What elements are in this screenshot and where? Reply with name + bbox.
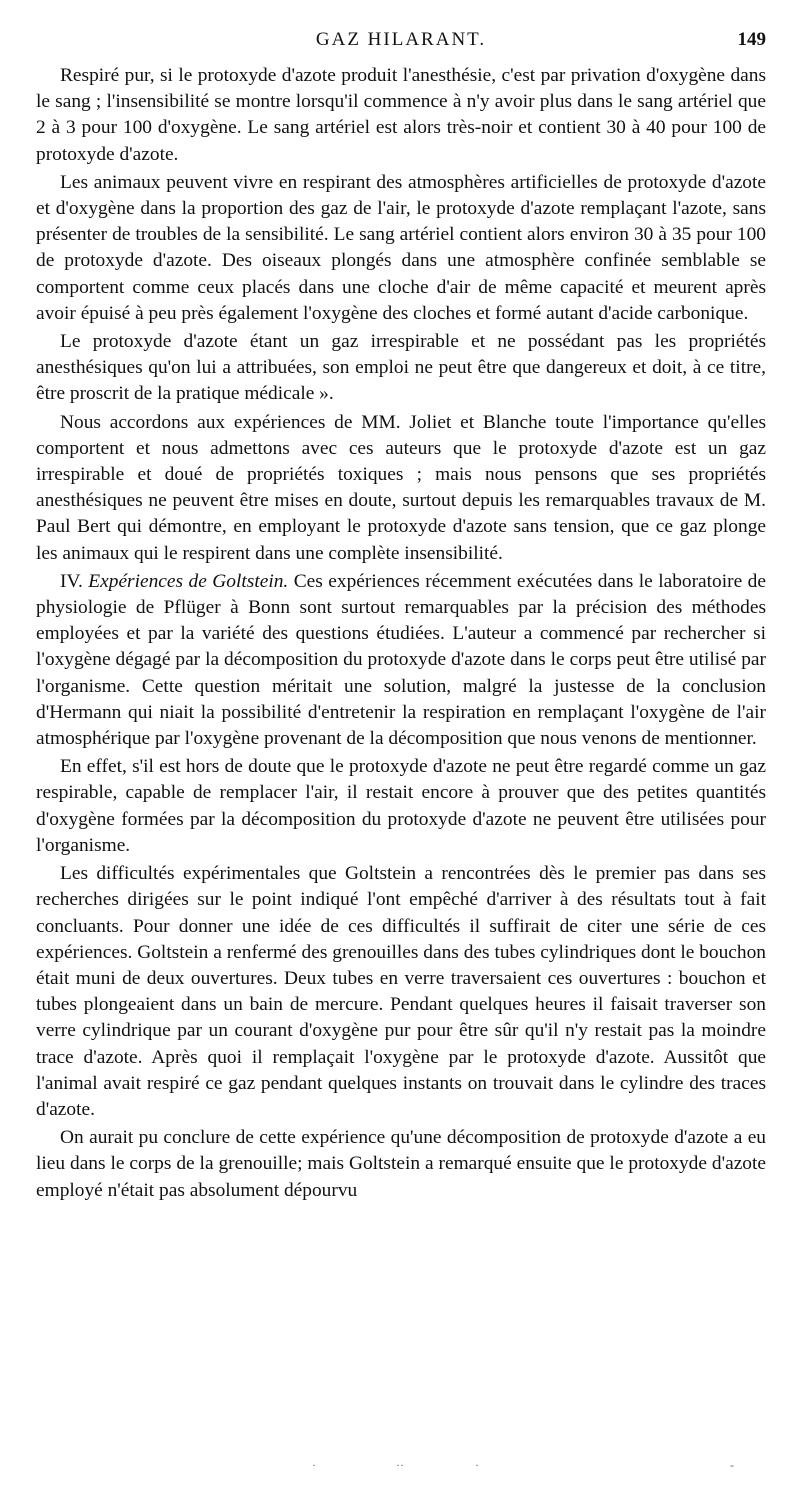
section-iv-text: Ces expériences récemment exécutées dans le laboratoire de physiologie de Pflüger à Bonn sont surtout remarquables par la précision des méthodes employées et par la variété des questions étudiées. L'auteur a commencé par rechercher si l'oxygène dégagé par la décomposition du protoxyde d'azote dans le corps peut être utilisé par l'organisme. Cette question méritait une solution, malgré la justesse de la conclusion d'Hermann qui niait la possibilité d'entretenir la respiration en remplaçant l'oxygène de l'air atmosphérique par l'oxygène provenant de la décomposition que nous venons de mentionner. <box>36 570 766 750</box>
running-title: GAZ HILARANT. <box>315 29 487 50</box>
paragraph-6: Les difficultés expérimentales que Goltstein a rencontrées dès le premier pas dans ses recherches dirigées sur le point indiqué l'ont empêché d'arriver à des résultats tout à fait concluants. Pour donner une idée de ces difficultés il suffirait de citer une série de ces expériences. Goltstein a renfermé des grenouilles dans des tubes cylindriques dont le bouchon était muni de deux ouvertures. Deux tubes en verre traversaient ces ouvertures : bouchon et tubes plongeaient dans un bain de mercure. Pendant quelques heures il faisait traverser son verre cylindrique par un courant d'oxygène pur pour être sûr qu'il n'y restait pas la moindre trace d'azote. Après quoi il remplaçait l'oxygène par le protoxyde d'azote. Aussitôt que l'animal avait respiré ce gaz pendant quelques instants on trouvait dans le cylindre des traces d'azote. <box>36 863 766 1120</box>
speck-3: · <box>475 1458 479 1472</box>
scan-specks <box>300 1458 750 1472</box>
section-iv-paragraph <box>36 569 766 752</box>
paragraph-5: En effet, s'il est hors de doute que le protoxyde d'azote ne peut être regardé comme un gaz respirable, capable de remplacer l'air, il restait encore à prouver que des petites quantités d'oxygène formées par la décomposition du protoxyde d'azote ne peuvent être utilisées pour l'organisme. <box>36 756 766 856</box>
body-text <box>36 63 766 1206</box>
section-iv-number: IV. <box>60 570 83 592</box>
section-iv-title: Expériences de Goltstein. <box>88 570 289 592</box>
paragraph-4: Nous accordons aux expériences de MM. Joliet et Blanche toute l'importance qu'elles comportent et nous admettons avec ces auteurs que le protoxyde d'azote est un gaz irrespirable et doué de propriétés toxiques ; mais nous pensons que ses propriétés anesthésiques ne peuvent être mises en doute, surtout depuis les remarquables travaux de M. Paul Bert qui démontre, en employant le protoxyde d'azote sans tension, que ce gaz plonge les animaux qui le respirent dans une complète insensibilité. <box>36 411 766 564</box>
paragraph-1: Respiré pur, si le protoxyde d'azote produit l'anesthésie, c'est par privation d'oxygène dans le sang ; l'insensibilité se montre lorsqu'il commence à n'y avoir plus dans le sang artériel que 2 à 3 pour 100 d'oxygène. Le sang artériel est alors très-noir et contient 30 à 40 pour 100 de protoxyde d'azote. <box>36 65 766 165</box>
running-header <box>36 29 766 55</box>
speck-2: ·· <box>396 1458 404 1472</box>
paragraph-2: Les animaux peuvent vivre en respirant des atmosphères artificielles de protoxyde d'azote et d'oxygène dans la proportion des gaz de l'air, le protoxyde d'azote remplaçant l'azote, sans présenter de troubles de la sensibilité. Le sang artériel contient alors environ 30 à 35 pour 100 de protoxyde d'azote. Des oiseaux plongés dans une atmosphère confinée semblable se comportent comme ceux placés dans une cloche d'air de même capacité et meurent après avoir épuisé à peu près également l'oxygène des cloches et formé autant d'acide carbonique. <box>36 171 766 324</box>
paragraph-3: Le protoxyde d'azote étant un gaz irrespirable et ne possédant pas les propriétés anesthésiques qu'on lui a attribuées, son emploi ne peut être que dangereux et doit, à ce titre, être proscrit de la pratique médicale ». <box>36 331 766 405</box>
speck-1: · <box>312 1458 316 1472</box>
speck-4: - <box>730 1458 734 1472</box>
page-number: 149 <box>737 29 766 50</box>
paragraph-7: On aurait pu conclure de cette expérience qu'une décomposition de protoxyde d'azote a eu lieu dans le corps de la grenouille; mais Goltstein a remarqué ensuite que le protoxyde d'azote employé n'était pas absolument dépourvu <box>36 1127 766 1201</box>
